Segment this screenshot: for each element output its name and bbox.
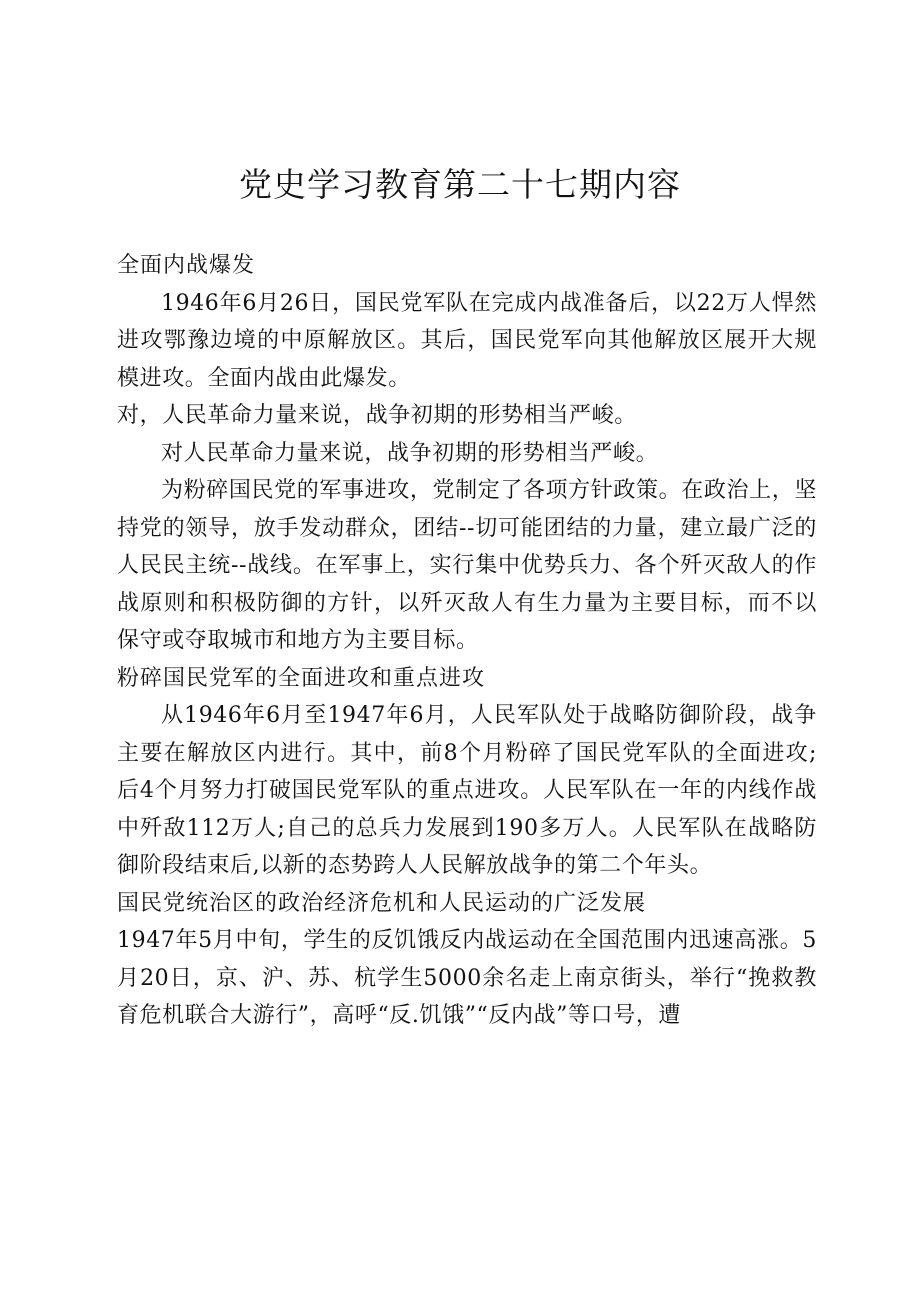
page-title: 党史学习教育第二十七期内容 [239,165,681,204]
paragraph: 1947年5月中旬，学生的反饥饿反内战运动在全国范围内迅速高涨。5月20日，京、沪、苏、杭学生5000余名走上南京街头，举行“挽救教育危机联合大游行”，高呼“反.饥饿”“反内战”等口号，遭 [117,928,817,1028]
paragraph: 为粉碎国民党的军事进攻，党制定了各项方针政策。在政治上，坚持党的领导，放手发动群众，团结--切可能团结的力量，建立最广泛的人民民主统--战线。在军事上，实行集中优势兵力、各个歼灭敌人的作战原则和积极防御的方针，以歼灭敌人有生力量为主要目标，而不以保守或夺取城市和地方为主要目标。 [117,478,817,653]
section-heading: 全面内战爆发 [117,253,256,278]
paragraph: 对人民革命力量来说，战争初期的形势相当严峻。 [161,440,659,466]
paragraph: 对，人民革命力量来说，战争初期的形势相当严峻。 [117,403,637,428]
paragraph: 从1946年6月至1947年6月，人民军队处于战略防御阶段，战争主要在解放区内进行。其中，前8个月粉碎了国民党军队的全面进攻;后4个月努力打破国民党军队的重点进攻。人民军队在一年的内线作战中歼敌112万人;自己的总兵力发展到190多万人。人民军队在战略防御阶段结束后,以新的态势跨人人民解放战争的第二个年头。 [117,703,817,878]
document-body [117,247,817,1035]
section-heading: 国民党统治区的政治经济危机和人民运动的广泛发展 [117,890,647,916]
paragraph: 1946年6月26日，国民党军队在完成内战准备后，以22万人悍然进攻鄂豫边境的中原解放区。其后，国民党军向其他解放区展开大规模进攻。全面内战由此爆发。 [117,290,817,391]
section-heading: 粉碎国民党军的全面进攻和重点进攻 [117,665,486,691]
